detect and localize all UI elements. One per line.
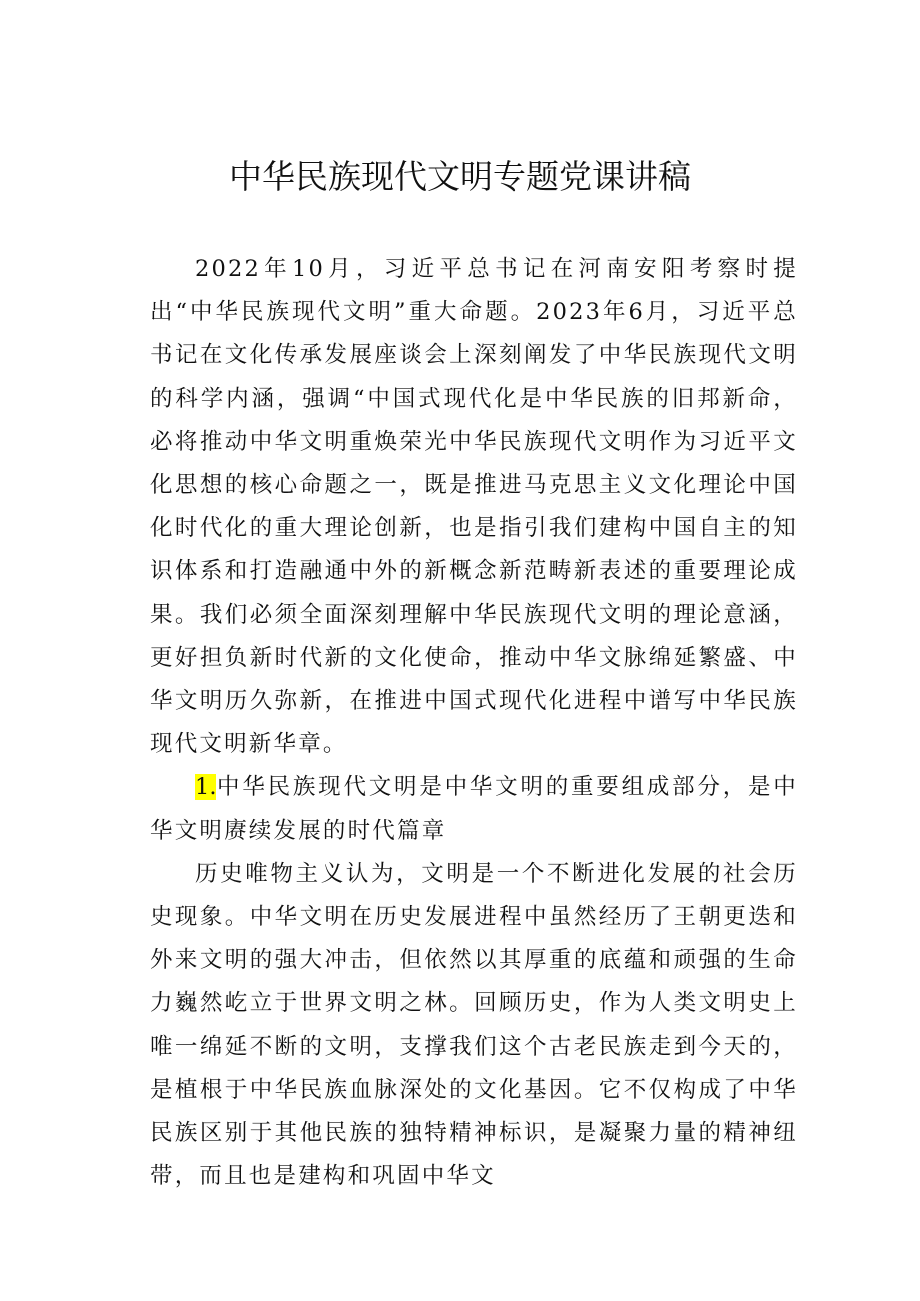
section-heading: [150, 766, 798, 852]
section-number-highlight: 1.: [195, 774, 217, 801]
intro-paragraph: 2022年10月，习近平总书记在河南安阳考察时提出“中华民族现代文明”重大命题。2023年6月，习近平总书记在文化传承发展座谈会上深刻阐发了中华民族现代文明的科学内涵，强调“中国式现代化是中华民族的旧邦新命，必将推动中华文明重焕荣光中华民族现代文明作为习近平文化思想的核心命题之一，既是推进马克思主义文化理论中国化时代化的重大理论创新，也是指引我们建构中国自主的知识体系和打造融通中外的新概念新范畴新表述的重要理论成果。我们必须全面深刻理解中华民族现代文明的理论意涵，更好担负新时代新的文化使命，推动中华文脉绵延繁盛、中华文明历久弥新，在推进中国式现代化进程中谱写中华民族现代文明新华章。: [150, 256, 798, 758]
section-heading-text: 中华民族现代文明是中华文明的重要组成部分，是中华文明赓续发展的时代篇章: [150, 774, 798, 844]
section-paragraph: 历史唯物主义认为，文明是一个不断进化发展的社会历史现象。中华文明在历史发展进程中虽然经历了王朝更迭和外来文明的强大冲击，但依然以其厚重的底蕴和顽强的生命力巍然屹立于世界文明之林。回顾历史，作为人类文明史上唯一绵延不断的文明，支撑我们这个古老民族走到今天的，是植根于中华民族血脉深处的文化基因。它不仅构成了中华民族区别于其他民族的独特精神标识，是凝聚力量的精神纽带，而且也是建构和巩固中华文: [150, 860, 798, 1190]
document-body: [150, 248, 798, 1198]
document-title: 中华民族现代文明专题党课讲稿: [229, 157, 691, 196]
